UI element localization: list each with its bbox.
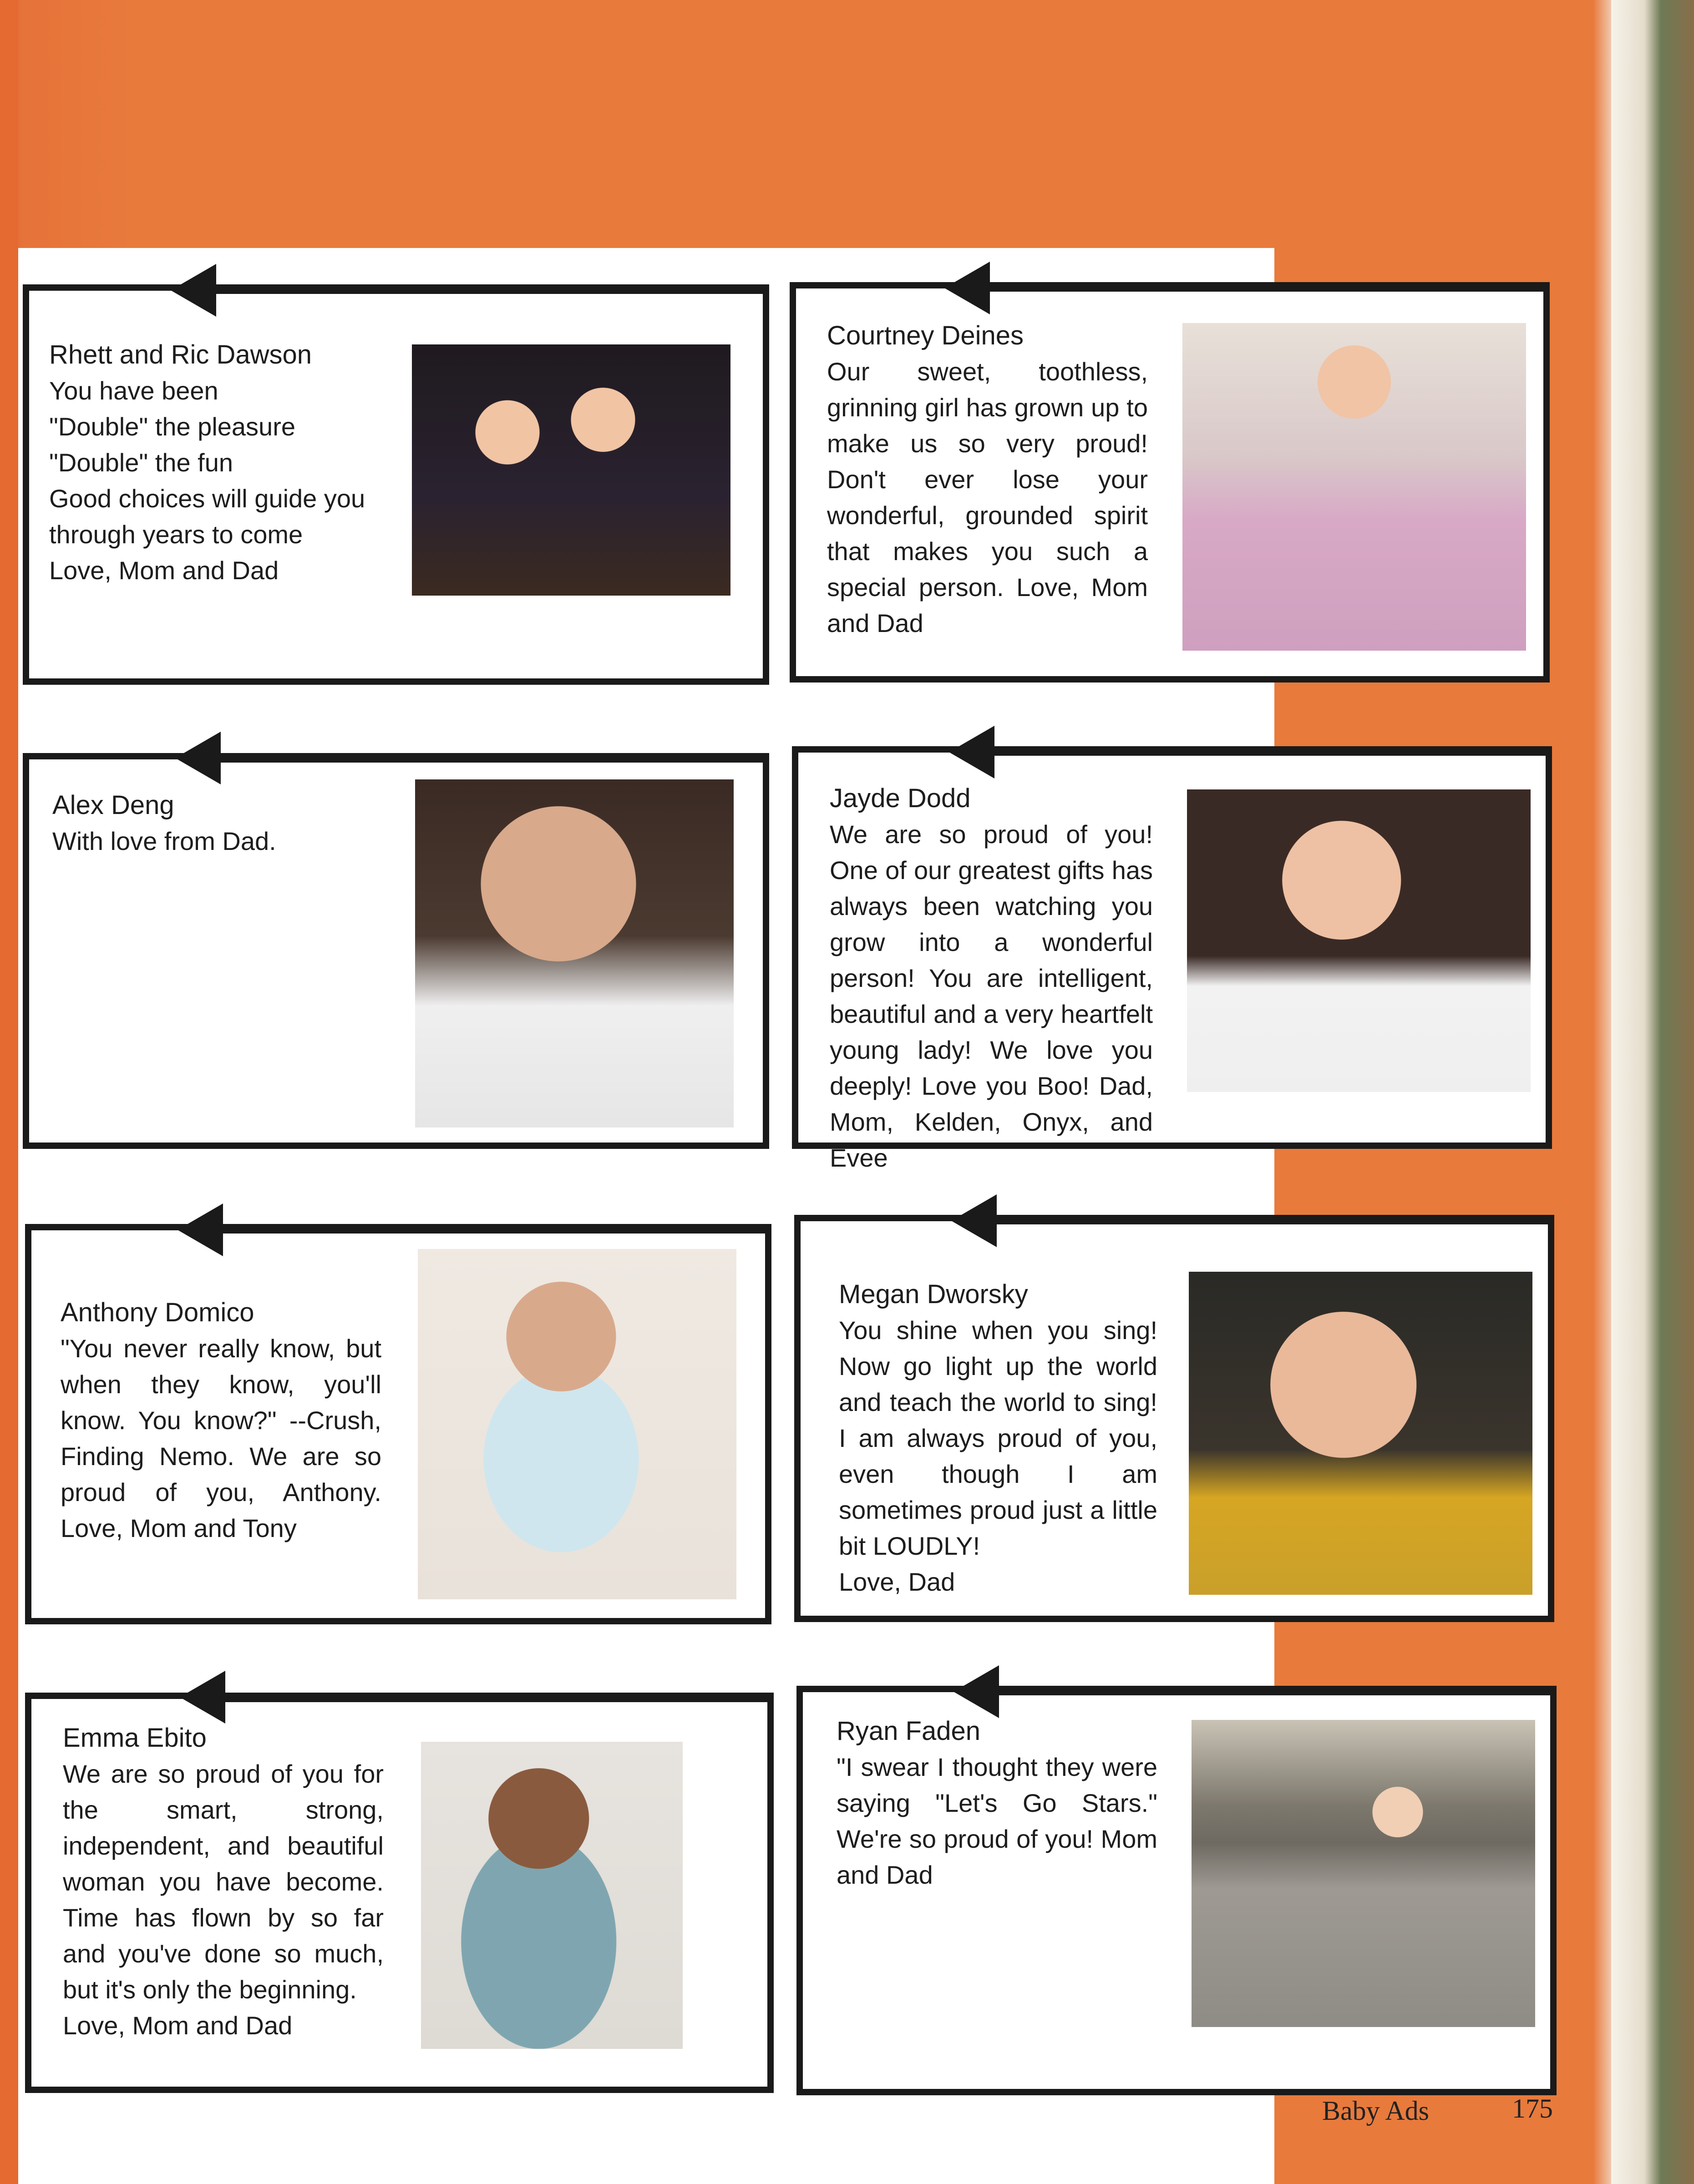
ad-text xyxy=(63,1720,384,2043)
baby-photo xyxy=(412,344,730,596)
ad-name: Megan Dworsky xyxy=(839,1279,1028,1309)
binding-edge xyxy=(0,0,18,2184)
arrow-line xyxy=(997,1689,1557,1695)
baby-photo xyxy=(1189,1272,1532,1595)
arrow-head xyxy=(944,262,990,314)
baby-photo xyxy=(1192,1720,1535,2027)
ad-text xyxy=(52,787,389,859)
arrow-head xyxy=(171,264,216,317)
ad-name: Anthony Domico xyxy=(61,1298,254,1327)
arrow-line xyxy=(223,1696,774,1702)
arrow-line xyxy=(994,1218,1554,1224)
arrow-line xyxy=(221,1227,771,1234)
ad-name: Rhett and Ric Dawson xyxy=(49,340,312,369)
ad-name: Emma Ebito xyxy=(63,1723,207,1753)
baby-photo xyxy=(421,1742,683,2049)
ad-name: Jayde Dodd xyxy=(830,784,971,813)
page-number: 175 xyxy=(1512,2093,1553,2123)
section-label: Baby Ads xyxy=(1322,2096,1430,2126)
ad-message: Our sweet, toothless, grinning girl has grown up to make us so very proud! Don't ever lose your wonderful, grounded spirit that makes you such a special person. Love, Mom and Dad xyxy=(827,357,1148,637)
arrow-head xyxy=(178,1203,223,1256)
ad-message: You have been "Double" the pleasure "Double" the fun Good choices will guide you through years to come Love, Mom and Dad xyxy=(49,376,365,585)
arrow-line xyxy=(988,285,1550,292)
ad-text xyxy=(839,1276,1157,1600)
ad-message: "You never really know, but when they know, you'll know. You know?" --Crush, Finding Nemo. We are so proud of you, Anthony. Love, Mom and Tony xyxy=(61,1334,381,1542)
baby-photo xyxy=(415,779,734,1127)
page-edge xyxy=(1611,0,1694,2184)
baby-photo xyxy=(418,1249,736,1599)
arrow-line xyxy=(218,756,769,763)
ad-text xyxy=(830,780,1153,1176)
arrow-line xyxy=(214,288,769,294)
ad-name: Alex Deng xyxy=(52,790,174,820)
ad-message: With love from Dad. xyxy=(52,827,276,855)
baby-photo xyxy=(1182,323,1526,651)
ad-message: We are so proud of you! One of our greatest gifts has always been watching you grow into a wonderful person! You are intelligent, beautiful and a very heartfelt young lady! We love you deeply! Love you Boo! Dad, Mom, Kelden, Onyx, and Evee xyxy=(830,820,1153,1172)
ad-name: Ryan Faden xyxy=(837,1716,980,1746)
ad-text xyxy=(61,1294,381,1546)
ad-text xyxy=(837,1713,1157,1893)
arrow-line xyxy=(992,749,1552,756)
arrow-head xyxy=(954,1665,999,1718)
arrow-head xyxy=(175,732,221,784)
arrow-head xyxy=(951,1194,997,1247)
ad-text xyxy=(49,337,386,588)
ad-name: Courtney Deines xyxy=(827,321,1024,350)
arrow-head xyxy=(949,726,994,779)
ad-message: You shine when you sing! Now go light up the world and teach the world to sing! I am always proud of you, even though I am sometimes proud just a little bit LOUDLY! Love, Dad xyxy=(839,1316,1157,1596)
ad-message: We are so proud of you for the smart, strong, independent, and beautiful woman you have become. Time has flown by so far and you've done so much, but it's only the beginning. Love, Mom and Dad xyxy=(63,1759,384,2040)
ad-message: "I swear I thought they were saying "Let's Go Stars." We're so proud of you! Mom and Dad xyxy=(837,1753,1157,1889)
ad-text xyxy=(827,318,1148,641)
baby-photo xyxy=(1187,789,1531,1092)
arrow-head xyxy=(180,1671,225,1724)
